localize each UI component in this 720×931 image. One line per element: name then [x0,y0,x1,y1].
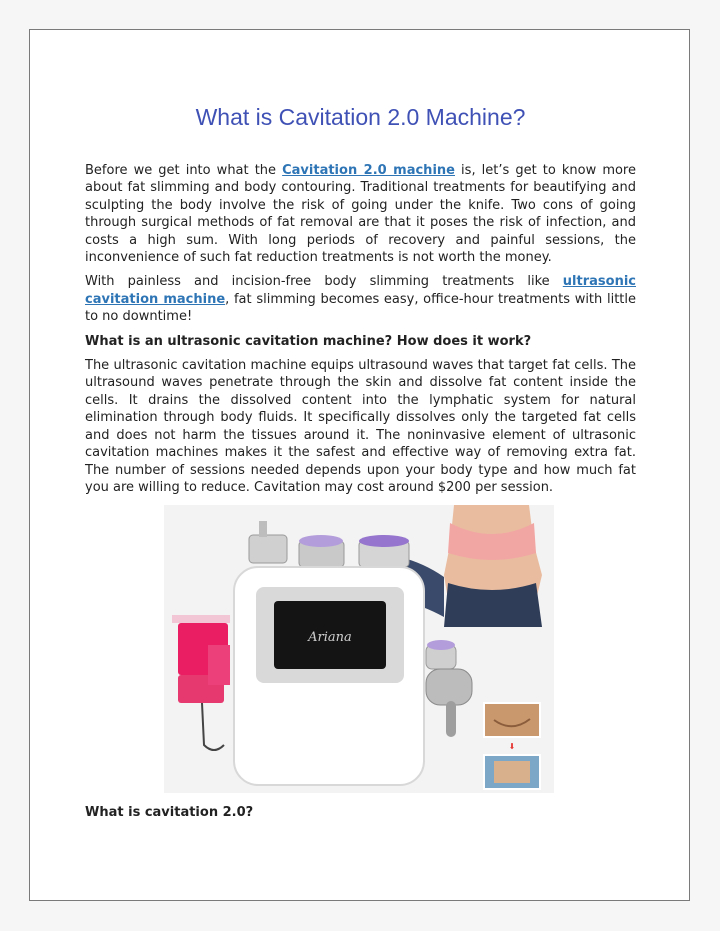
painless-text-after: , fat slimming becomes easy, office-hour treatments with little to no downtime! [85,291,636,325]
article-body [85,162,636,503]
machine-screen-brand: Ariana [308,630,352,645]
painless-paragraph [85,273,636,325]
intro-text-after: is, let’s get to know more about fat slimming and body contouring. Traditional treatments for beautifying and sculpting the body involve the risk of going under the knife. Two cons of going through surgical methods of fat removal are that it poses the risk of infection, and costs a high sum. With long periods of recovery and painful sessions, the inconvenience of such fat reduction treatments is not worth the money. [85,163,636,266]
intro-text-before: Before we get into what the [85,163,283,178]
ultrasonic-cavitation-link[interactable]: ultrasonic cavitation machine [85,274,636,307]
product-image [164,505,554,793]
painless-text-before: With painless and incision-free body slimming treatments like [85,274,563,290]
page-title: What is Cavitation 2.0 Machine? [195,104,526,130]
svg-text:⬇: ⬇ [508,742,516,751]
section-heading-ultrasonic: What is an ultrasonic cavitation machine? How does it work? [85,333,532,349]
cavitation-machine-illustration [164,505,554,793]
cavitation-machine-link[interactable]: Cavitation 2.0 machine [282,163,455,178]
section-heading-cavitation-2: What is cavitation 2.0? [85,805,254,820]
document-page [29,29,690,901]
intro-paragraph [85,162,636,266]
ultrasonic-paragraph: The ultrasonic cavitation machine equips ultrasound waves that target fat cells. The ultrasound waves penetrate through the skin and dissolve fat content inside the cells. It drains the dissolved content into the lymphatic system for natural elimination through body fluids. It specifically dissolves only the targeted fat cells and does not harm the tissues around it. The noninvasive element of ultrasonic cavitation machines makes it the safest and effective way of removing extra fat. The number of sessions needed depends upon your body type and how much fat you are willing to reduce. Cavitation may cost around $200 per session. [85,358,636,495]
